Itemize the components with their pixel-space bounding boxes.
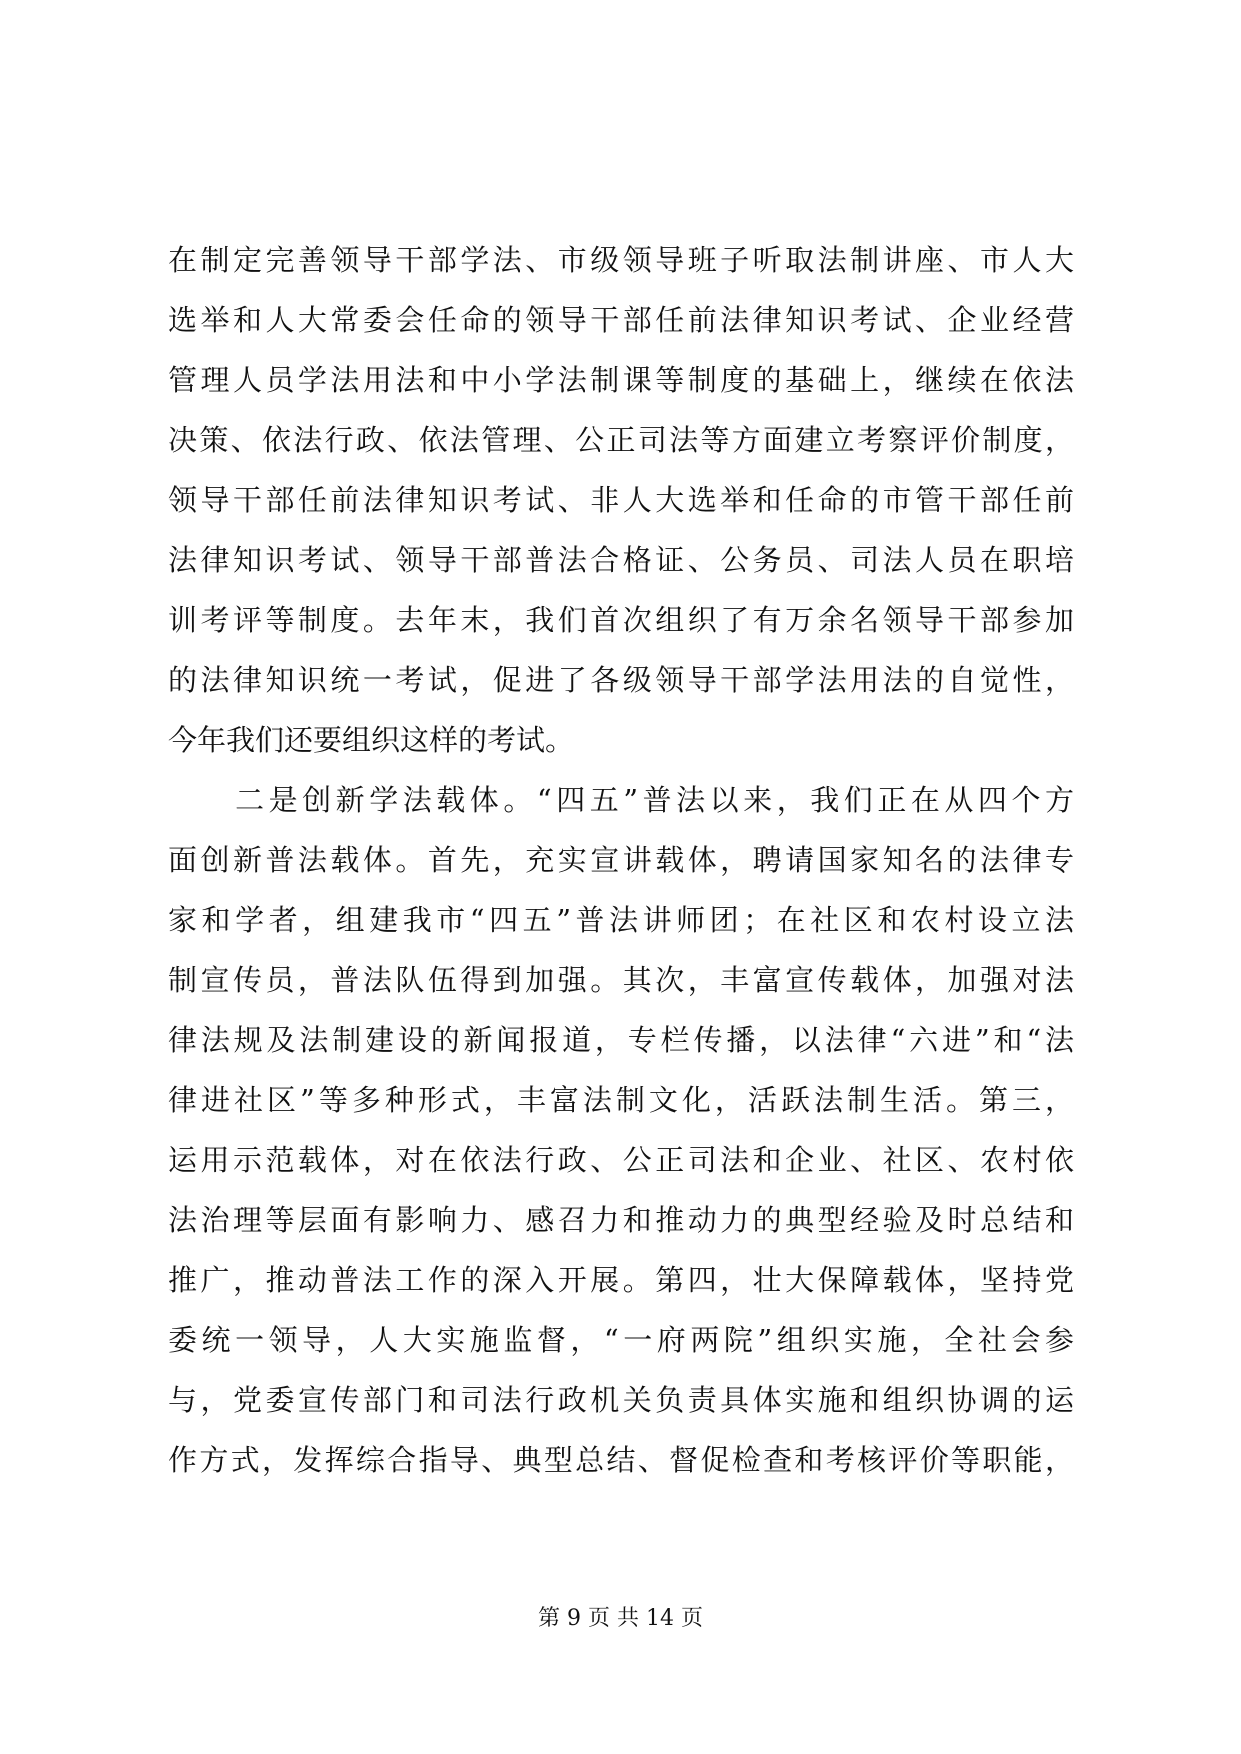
text-line: 委统一领导，人大实施监督，“一府两院”组织实施，全社会参	[168, 1323, 1074, 1357]
text-line: 与，党委宣传部门和司法行政机关负责具体实施和组织协调的运	[168, 1383, 1074, 1417]
text-line: 管理人员学法用法和中小学法制课等制度的基础上，继续在依法	[168, 363, 1074, 397]
text-line: 今年我们还要组织这样的考试。	[168, 723, 575, 757]
text-line: 在制定完善领导干部学法、市级领导班子听取法制讲座、市人大	[168, 243, 1074, 277]
text-line: 运用示范载体，对在依法行政、公正司法和企业、社区、农村依	[168, 1143, 1074, 1177]
text-line: 选举和人大常委会任命的领导干部任前法律知识考试、企业经营	[168, 303, 1074, 337]
text-line: 制宣传员，普法队伍得到加强。其次，丰富宣传载体，加强对法	[168, 963, 1074, 997]
text-line: 推广，推动普法工作的深入开展。第四，壮大保障载体，坚持党	[168, 1263, 1074, 1297]
text-line: 律法规及法制建设的新闻报道，专栏传播，以法律“六进”和“法	[168, 1023, 1074, 1057]
text-line: 作方式，发挥综合指导、典型总结、督促检查和考核评价等职能，	[168, 1443, 1074, 1477]
text-line: 法律知识考试、领导干部普法合格证、公务员、司法人员在职培	[168, 543, 1074, 577]
text-line: 家和学者，组建我市“四五”普法讲师团；在社区和农村设立法	[168, 903, 1074, 937]
text-line: 二是创新学法载体。“四五”普法以来，我们正在从四个方	[168, 783, 1074, 817]
text-line: 律进社区”等多种形式，丰富法制文化，活跃法制生活。第三，	[168, 1083, 1074, 1117]
page-footer	[0, 1604, 1241, 1634]
text-line: 决策、依法行政、依法管理、公正司法等方面建立考察评价制度，	[168, 423, 1074, 457]
text-line: 领导干部任前法律知识考试、非人大选举和任命的市管干部任前	[168, 483, 1074, 517]
text-line: 法治理等层面有影响力、感召力和推动力的典型经验及时总结和	[168, 1203, 1074, 1237]
body-text	[168, 230, 1074, 1490]
text-line: 的法律知识统一考试，促进了各级领导干部学法用法的自觉性，	[168, 663, 1074, 697]
text-line: 面创新普法载体。首先，充实宣讲载体，聘请国家知名的法律专	[168, 843, 1074, 877]
page-number: 第 9 页 共 14 页	[538, 1606, 703, 1631]
text-line: 训考评等制度。去年末，我们首次组织了有万余名领导干部参加	[168, 603, 1074, 637]
